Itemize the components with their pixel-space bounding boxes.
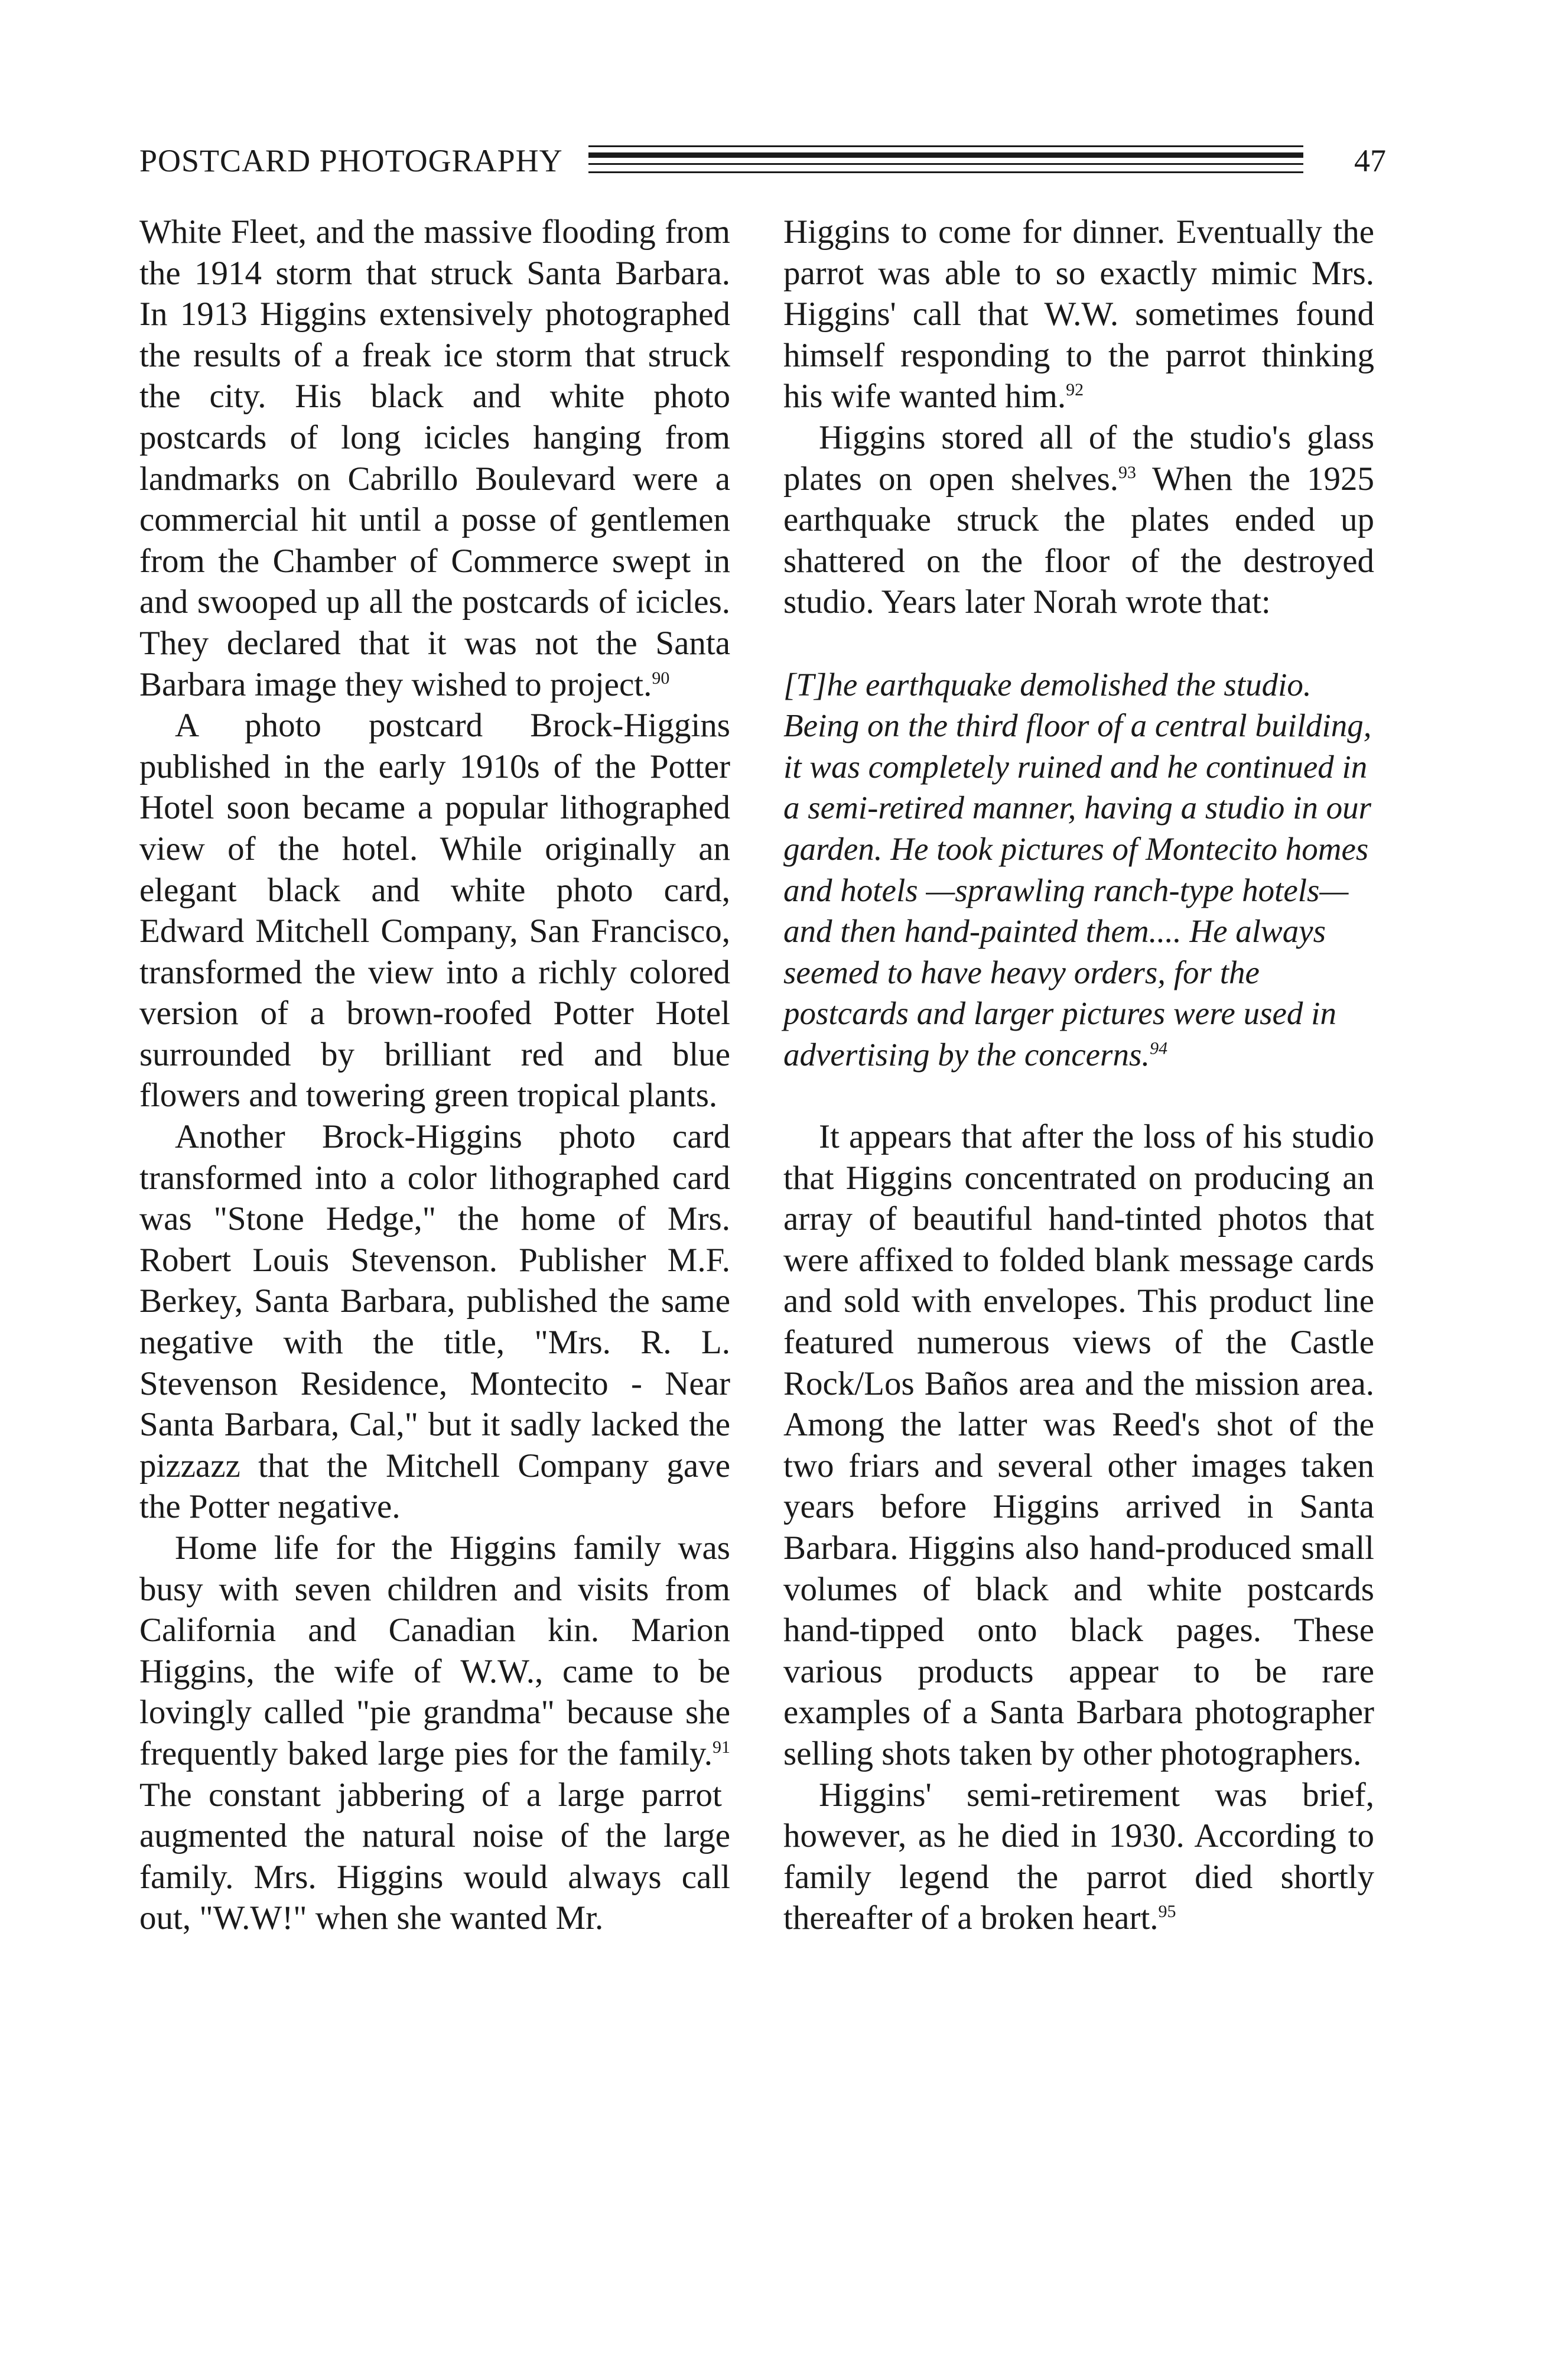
right-paragraph-3: It appears that after the loss of his studio that Higgins concentrated on producing an array of beautiful hand-tinted photos that were affixed to folded blank message cards and sold with envelopes. This product line featured numerous views of the Castle Rock/Los Baños area and the mission area. Among the latter was Reed's shot of the two friars and several other images taken years before Higgins arrived in Santa Barbara. Higgins also hand-produced small volumes of black and white postcards hand-tipped onto black pages. These various products appear to be rare examples of a Santa Barbara photographer selling shots taken by other photographers. (783, 1118, 1374, 1772)
left-paragraph-1 (139, 212, 730, 705)
left-paragraph-4-text-b: The constant jabbering of a large parrot augmented the natural noise of the large family. Mrs. Higgins would always call out, "W.W!" when she wanted Mr. (139, 1776, 730, 1937)
header-rule-middle (588, 163, 1303, 165)
footnote-ref-95: 95 (1158, 1902, 1176, 1922)
footnote-ref-92: 92 (1066, 380, 1084, 400)
right-paragraph-4 (783, 1775, 1374, 1939)
left-paragraph-1-text: White Fleet, and the massive flooding from the 1914 storm that struck Santa Barbara. In 1913 Higgins extensively photographed the results of a freak ice storm that struck the city. His black and white photo postcards of long icicles hanging from landmarks on Cabrillo Boulevard were a commercial hit until a posse of gentlemen from the Chamber of Commerce swept in and swooped up all the postcards of icicles. They declared that it was not the Santa Barbara image they wished to project. (139, 213, 730, 703)
right-paragraph-1 (783, 212, 1374, 417)
header-rule-bottom (588, 171, 1303, 173)
header-rules (588, 144, 1303, 177)
footnote-ref-91: 91 (713, 1737, 730, 1757)
right-paragraph-2-text-a: Higgins stored all of the studio's glass plates on open shelves. (783, 418, 1374, 498)
left-paragraph-3: Another Brock-Higgins photo card transformed into a color lithographed card was "Stone Hedge," the home of Mrs. Robert Louis Stevenson. Publisher M.F. Berkey, Santa Barbara, published the same negative with the title, "Mrs. R. L. Stevenson Residence, Montecito - Near Santa Barbara, Cal," but it sadly lacked the pizzazz that the Mitchell Company gave the Potter negative. (139, 1118, 730, 1526)
right-paragraph-2-text-b: When the 1925 earthquake struck the plates ended up shattered on the floor of the destroyed studio. Years later Norah wrote that: (783, 460, 1374, 621)
running-head: POSTCARD PHOTOGRAPHY (139, 143, 563, 178)
right-column (783, 212, 1374, 1939)
right-paragraph-2 (783, 417, 1374, 623)
page-number: 47 (1354, 143, 1386, 178)
page-header (139, 139, 1386, 182)
footnote-ref-93: 93 (1118, 462, 1137, 482)
footnote-ref-90: 90 (652, 668, 670, 688)
left-paragraph-4 (139, 1528, 730, 1939)
block-quote (783, 664, 1374, 1076)
left-paragraph-2: A photo postcard Brock-Higgins published in the early 1910s of the Potter Hotel soon became a popular lithographed view of the hotel. While originally an elegant black and white photo card, Edward Mitchell Company, San Francisco, transformed the view into a richly colored version of a brown-roofed Potter Hotel surrounded by brilliant red and blue flowers and towering green tropical plants. (139, 707, 730, 1115)
header-rule-top (588, 145, 1303, 147)
left-paragraph-4-text-a: Home life for the Higgins family was busy with seven children and visits from California and Canadian kin. Marion Higgins, the wife of W.W., came to be lovingly called "pie grandma" because she frequently baked large pies for the family. (139, 1529, 730, 1772)
header-rule-thick (588, 152, 1303, 158)
right-paragraph-4-text: Higgins' semi-retirement was brief, however, as he died in 1930. According to family legend the parrot died shortly thereafter of a broken heart. (783, 1776, 1374, 1937)
footnote-ref-94: 94 (1150, 1038, 1168, 1058)
block-quote-text: [T]he earthquake demolished the studio. Being on the third floor of a central building, it was completely ruined and he continued in a semi-retired manner, having a studio in our garden. He took pictures of Montecito homes and hotels —sprawling ranch-type hotels—and then hand-painted them.... He always seemed to have heavy orders, for the postcards and larger pictures were used in advertising by the concerns. (783, 666, 1372, 1073)
right-paragraph-1-text: Higgins to come for dinner. Eventually the parrot was able to so exactly mimic Mrs. Higgins' call that W.W. sometimes found himself responding to the parrot thinking his wife wanted him. (783, 213, 1374, 415)
left-column (139, 212, 730, 1939)
